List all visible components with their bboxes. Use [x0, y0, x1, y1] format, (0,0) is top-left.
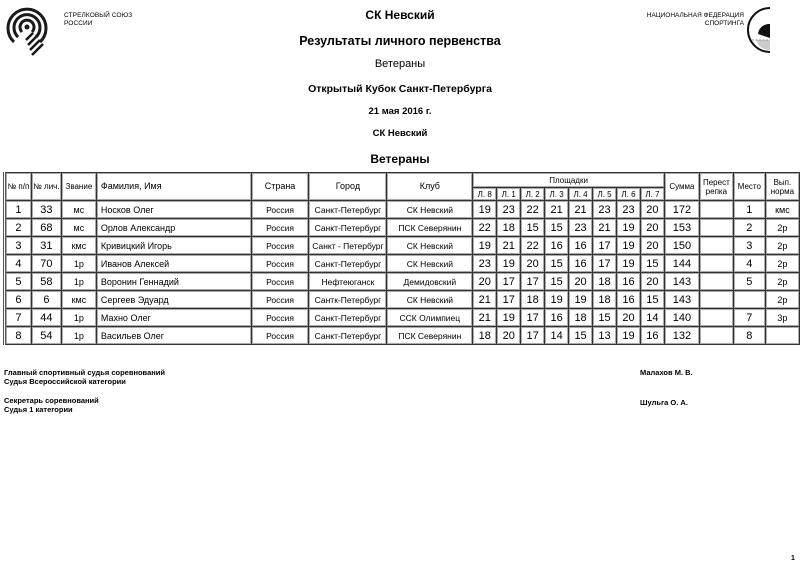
cell-name: Орлов Александр	[96, 219, 251, 237]
cell-norm: 2р	[765, 219, 799, 237]
cell-total: 150	[664, 237, 699, 255]
cell-club: СК Невский	[387, 255, 473, 273]
cell-place: 5	[733, 273, 765, 291]
cell-shootoff	[699, 237, 733, 255]
cell-norm: 2р	[765, 291, 799, 309]
col-header-ranges: Площадки	[473, 173, 665, 188]
table-row	[5, 309, 800, 327]
cell-club: ПСК Северянин	[387, 327, 473, 345]
cell-total: 143	[664, 273, 699, 291]
cell-country: Россия	[251, 327, 309, 345]
table-row	[5, 201, 800, 219]
cell-name: Носков Олег	[96, 201, 251, 219]
org-right-line1: НАЦИОНАЛЬНАЯ ФЕДЕРАЦИЯ	[646, 12, 744, 19]
cell-rank: мс	[61, 219, 96, 237]
org-left-line2: РОССИИ	[64, 20, 93, 27]
cell-score: 19	[473, 201, 497, 219]
table-header-row	[5, 173, 800, 188]
cell-score: 19	[497, 309, 521, 327]
header-category: Ветераны	[374, 58, 426, 70]
cell-score: 20	[569, 273, 593, 291]
cell-name: Воронин Геннадий	[96, 273, 251, 291]
col-header-range: Л. 6	[617, 188, 641, 201]
cell-rank: 1р	[61, 255, 96, 273]
cell-score: 17	[521, 309, 545, 327]
cell-score: 21	[569, 201, 593, 219]
col-header-name: Фамилия, Имя	[96, 173, 251, 201]
cell-score: 20	[640, 201, 664, 219]
table-row	[5, 219, 800, 237]
secretary-name: Шульга О. А.	[640, 398, 688, 407]
cell-score: 23	[569, 219, 593, 237]
cell-city: Нефтеюганск	[309, 273, 387, 291]
col-header-place: Место	[733, 173, 765, 201]
cell-score: 15	[569, 327, 593, 345]
cell-score: 17	[521, 273, 545, 291]
cell-norm	[765, 327, 799, 345]
cell-score: 18	[593, 273, 617, 291]
cell-norm: 3р	[765, 309, 799, 327]
cell-city: Санкт-Петербург	[309, 201, 387, 219]
cell-score: 20	[473, 273, 497, 291]
cell-place: 4	[733, 255, 765, 273]
secretary-block	[4, 396, 99, 414]
cell-score: 23	[497, 201, 521, 219]
cell-score: 15	[640, 291, 664, 309]
header-club: СК Невский	[365, 8, 435, 22]
col-header-pos: № п/п	[5, 173, 32, 201]
cell-total: 132	[664, 327, 699, 345]
cell-score: 16	[640, 327, 664, 345]
cell-country: Россия	[251, 237, 309, 255]
col-header-country: Страна	[251, 173, 309, 201]
cell-score: 16	[545, 237, 569, 255]
cell-score: 18	[593, 291, 617, 309]
org-right-line2: СПОРТИНГА	[704, 20, 744, 27]
cell-score: 14	[640, 309, 664, 327]
chief-judge-name: Малахов М. В.	[640, 368, 693, 377]
cell-score: 21	[473, 309, 497, 327]
cell-place: 3	[733, 237, 765, 255]
cell-bib: 68	[31, 219, 61, 237]
cell-score: 18	[521, 291, 545, 309]
cell-shootoff	[699, 201, 733, 219]
cell-pos: 3	[5, 237, 32, 255]
cell-rank: кмс	[61, 237, 96, 255]
cell-place: 7	[733, 309, 765, 327]
cell-total: 153	[664, 219, 699, 237]
cell-score: 15	[545, 255, 569, 273]
cell-score: 19	[617, 219, 641, 237]
cell-club: СК Невский	[387, 237, 473, 255]
cell-score: 22	[473, 219, 497, 237]
chief-judge-category: Судья Всероссийской категории	[4, 377, 126, 386]
cell-norm: 2р	[765, 255, 799, 273]
cell-norm: кмс	[765, 201, 799, 219]
cell-club: СК Невский	[387, 291, 473, 309]
cell-score: 20	[617, 309, 641, 327]
competition-name: Открытый Кубок Санкт-Петербурга	[308, 83, 492, 95]
cell-rank: 1р	[61, 327, 96, 345]
cell-score: 17	[593, 237, 617, 255]
table-row	[5, 291, 800, 309]
cell-rank: мс	[61, 201, 96, 219]
cell-score: 23	[617, 201, 641, 219]
cell-total: 172	[664, 201, 699, 219]
cell-country: Россия	[251, 291, 309, 309]
cell-score: 15	[640, 255, 664, 273]
cell-place: 2	[733, 219, 765, 237]
cell-shootoff	[699, 219, 733, 237]
table-row	[5, 255, 800, 273]
cell-club: ССК Олимпиец	[387, 309, 473, 327]
cell-bib: 44	[31, 309, 61, 327]
cell-name: Иванов Алексей	[96, 255, 251, 273]
table-row	[5, 327, 800, 345]
cell-pos: 8	[5, 327, 32, 345]
cell-score: 16	[617, 273, 641, 291]
cell-score: 17	[521, 327, 545, 345]
cell-bib: 54	[31, 327, 61, 345]
group-title: Ветераны	[370, 152, 430, 166]
cell-city: Санкт - Петербург	[309, 237, 387, 255]
cell-norm: 2р	[765, 273, 799, 291]
cell-bib: 6	[31, 291, 61, 309]
cell-pos: 1	[5, 201, 32, 219]
cell-score: 15	[593, 309, 617, 327]
cell-rank: 1р	[61, 309, 96, 327]
col-header-total: Сумма	[664, 173, 699, 201]
cell-score: 20	[640, 273, 664, 291]
cell-shootoff	[699, 327, 733, 345]
cell-score: 17	[497, 291, 521, 309]
cell-city: Санкт-Петербург	[309, 309, 387, 327]
col-header-rank: Звание	[61, 173, 96, 201]
cell-rank: кмс	[61, 291, 96, 309]
cell-score: 16	[617, 291, 641, 309]
cell-club: ПСК Северянин	[387, 219, 473, 237]
cell-score: 19	[473, 237, 497, 255]
cell-city: Сантк-Петербург	[309, 291, 387, 309]
cell-club: СК Невский	[387, 201, 473, 219]
cell-country: Россия	[251, 309, 309, 327]
secretary-category: Судья 1 категории	[4, 405, 73, 414]
cell-city: Санкт-Петербург	[309, 327, 387, 345]
col-header-range: Л. 4	[569, 188, 593, 201]
cell-score: 15	[521, 219, 545, 237]
cell-bib: 70	[31, 255, 61, 273]
cell-pos: 6	[5, 291, 32, 309]
page-title: Результаты личного первенства	[299, 34, 501, 48]
cell-name: Махно Олег	[96, 309, 251, 327]
cell-shootoff	[699, 309, 733, 327]
cell-score: 16	[569, 237, 593, 255]
cell-score: 17	[497, 273, 521, 291]
col-header-city: Город	[309, 173, 387, 201]
competition-date: 21 мая 2016 г.	[368, 106, 432, 117]
cell-shootoff	[699, 273, 733, 291]
secretary-title: Секретарь соревнований	[4, 396, 99, 405]
col-header-club: Клуб	[387, 173, 473, 201]
cell-score: 16	[545, 309, 569, 327]
cell-score: 14	[545, 327, 569, 345]
col-header-norm: Вып. норма	[765, 173, 799, 201]
cell-score: 19	[617, 237, 641, 255]
table-row	[5, 237, 800, 255]
cell-shootoff	[699, 255, 733, 273]
cell-norm: 2р	[765, 237, 799, 255]
cell-total: 144	[664, 255, 699, 273]
cell-score: 21	[593, 219, 617, 237]
chief-judge-title: Главный спортивный судья соревнований	[4, 368, 165, 377]
cell-score: 19	[569, 291, 593, 309]
cell-city: Санкт-Петербург	[309, 255, 387, 273]
cell-bib: 58	[31, 273, 61, 291]
cell-score: 21	[473, 291, 497, 309]
cell-country: Россия	[251, 219, 309, 237]
chief-judge-block	[4, 368, 165, 386]
cell-total: 143	[664, 291, 699, 309]
cell-country: Россия	[251, 273, 309, 291]
cell-score: 13	[593, 327, 617, 345]
cell-score: 19	[617, 327, 641, 345]
cell-score: 19	[545, 291, 569, 309]
cell-score: 22	[521, 237, 545, 255]
cell-score: 23	[473, 255, 497, 273]
cell-score: 17	[593, 255, 617, 273]
cell-score: 15	[545, 273, 569, 291]
cell-score: 18	[497, 219, 521, 237]
cell-bib: 31	[31, 237, 61, 255]
cell-score: 18	[473, 327, 497, 345]
cell-name: Сергеев Эдуард	[96, 291, 251, 309]
cell-score: 20	[640, 219, 664, 237]
cell-total: 140	[664, 309, 699, 327]
competition-venue: СК Невский	[372, 128, 428, 139]
cell-bib: 33	[31, 201, 61, 219]
cell-place: 1	[733, 201, 765, 219]
col-header-range: Л. 1	[497, 188, 521, 201]
cell-place	[733, 291, 765, 309]
cell-score: 15	[545, 219, 569, 237]
cell-pos: 2	[5, 219, 32, 237]
cell-score: 23	[593, 201, 617, 219]
col-header-bib: № лич.	[31, 173, 61, 201]
cell-country: Россия	[251, 255, 309, 273]
results-table	[3, 172, 800, 345]
cell-score: 19	[497, 255, 521, 273]
cell-place: 8	[733, 327, 765, 345]
cell-shootoff	[699, 291, 733, 309]
cell-score: 18	[569, 309, 593, 327]
cell-score: 21	[497, 237, 521, 255]
cell-score: 20	[521, 255, 545, 273]
cell-name: Васильев Олег	[96, 327, 251, 345]
table-row	[5, 273, 800, 291]
col-header-range: Л. 5	[593, 188, 617, 201]
cell-score: 22	[521, 201, 545, 219]
cell-score: 16	[569, 255, 593, 273]
col-header-range: Л. 3	[545, 188, 569, 201]
cell-club: Демидовский	[387, 273, 473, 291]
cell-score: 21	[545, 201, 569, 219]
cell-city: Санкт-Петербург	[309, 219, 387, 237]
col-header-range: Л. 8	[473, 188, 497, 201]
col-header-range: Л. 7	[640, 188, 664, 201]
cell-score: 20	[640, 237, 664, 255]
page-number: 1	[791, 555, 795, 562]
cell-score: 19	[617, 255, 641, 273]
cell-rank: 1р	[61, 273, 96, 291]
col-header-shootoff: Перест репка	[699, 173, 733, 201]
cell-pos: 7	[5, 309, 32, 327]
col-header-range: Л. 2	[521, 188, 545, 201]
cell-country: Россия	[251, 201, 309, 219]
cell-score: 20	[497, 327, 521, 345]
cell-pos: 4	[5, 255, 32, 273]
org-left-line1: СТРЕЛКОВЫЙ СОЮЗ	[64, 12, 133, 19]
cell-pos: 5	[5, 273, 32, 291]
cell-name: Кривицкий Игорь	[96, 237, 251, 255]
